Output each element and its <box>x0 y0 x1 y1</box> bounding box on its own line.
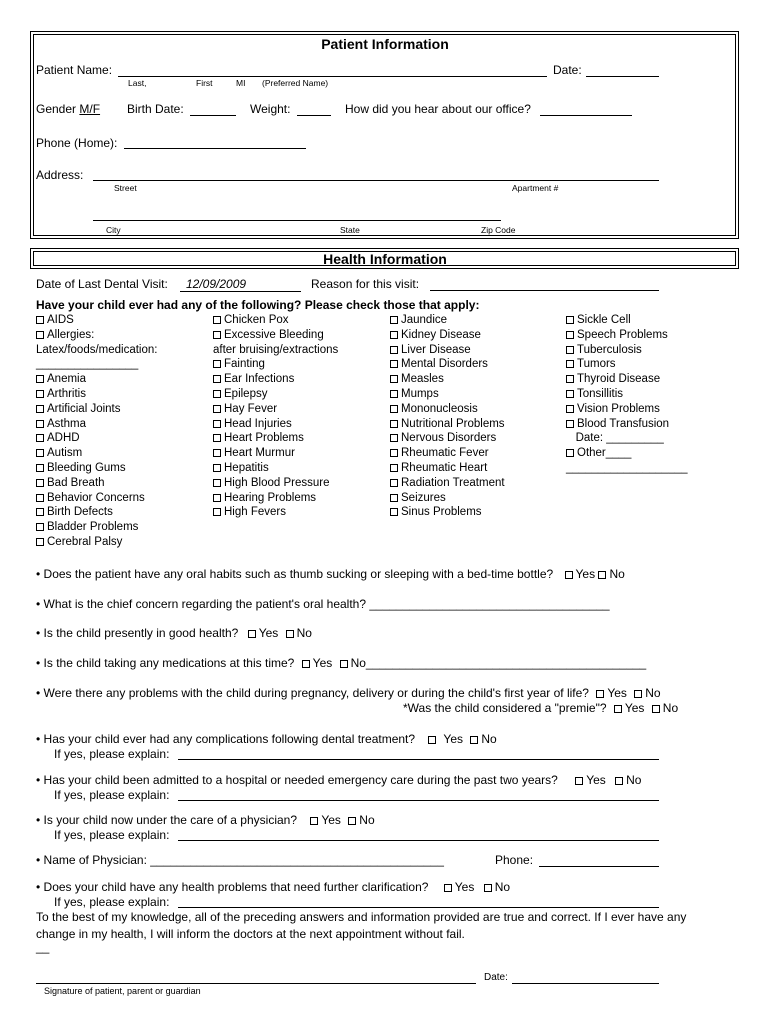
checklist-item-label: Sickle Cell <box>577 314 631 326</box>
checklist-item-label: AIDS <box>47 314 74 326</box>
checklist-item-label: Cerebral Palsy <box>47 535 123 548</box>
checklist-item[interactable] <box>566 402 688 417</box>
no-label: No <box>296 626 312 640</box>
checklist-item-label: Ear Infections <box>224 373 295 386</box>
no-label: No <box>609 567 625 581</box>
question-text: • Is the child presently in good health? <box>36 626 239 640</box>
question-text: • Does the patient have any oral habits such as thumb sucking or sleeping with a bed-time bottle? <box>36 567 554 581</box>
no-label: No <box>359 813 375 827</box>
checklist-item-label: Date: _________ <box>566 432 664 445</box>
yes-label: Yes <box>443 732 463 746</box>
checklist-item-label: Hearing Problems <box>224 491 317 504</box>
gender-label <box>36 102 100 116</box>
street-label: Street <box>114 183 137 193</box>
checklist-item[interactable] <box>36 328 157 343</box>
checkbox[interactable] <box>213 405 221 413</box>
checkbox[interactable] <box>390 464 398 472</box>
patient-info-title: Patient Information <box>321 36 449 52</box>
checklist-item-label: Bleeding Gums <box>47 461 126 474</box>
checklist-item-label: Behavior Concerns <box>47 491 145 504</box>
checklist-item-label: Liver Disease <box>401 343 471 356</box>
checklist-item[interactable] <box>213 357 338 372</box>
checkbox[interactable] <box>390 360 398 368</box>
yes-label: Yes <box>258 626 279 640</box>
checklist-item[interactable] <box>213 387 338 402</box>
checkbox[interactable] <box>565 571 573 579</box>
last-visit-value[interactable] <box>180 277 301 292</box>
checklist-item-label: Kidney Disease <box>401 328 481 341</box>
checkbox[interactable] <box>36 390 44 398</box>
last-visit-label: Date of Last Dental Visit: <box>36 277 168 291</box>
checklist-item-label: Latex/foods/medication: <box>36 343 158 356</box>
checklist-item-label: High Blood Pressure <box>224 476 330 489</box>
checkbox[interactable] <box>213 375 221 383</box>
checklist-item-label: Hepatitis <box>224 461 269 474</box>
checkbox[interactable] <box>36 508 44 516</box>
checklist-item-label: Tumors <box>577 358 616 371</box>
checklist-item-label: Jaundice <box>401 314 448 326</box>
explain-label: If yes, please explain: <box>54 747 170 761</box>
yes-label: Yes <box>624 701 645 715</box>
checklist-item-label: Epilepsy <box>224 387 268 400</box>
explain-label: If yes, please explain: <box>54 828 170 842</box>
checklist-column-2 <box>213 313 338 520</box>
checklist-item[interactable] <box>36 461 157 476</box>
checklist-item-label: Mononucleosis <box>401 402 478 415</box>
yes-label: Yes <box>586 773 606 787</box>
question-text: • Has your child been admitted to a hospital or needed emergency care during the past two years? <box>36 773 558 787</box>
checklist-item[interactable] <box>390 387 505 402</box>
checklist-item[interactable] <box>566 417 688 432</box>
checklist-item[interactable] <box>566 328 688 343</box>
yes-label: Yes <box>312 656 333 670</box>
signature-label: Signature of patient, parent or guardian <box>44 986 201 996</box>
checkbox[interactable] <box>390 375 398 383</box>
checklist-item-label: Bad Breath <box>47 476 105 489</box>
checkbox[interactable] <box>340 660 348 668</box>
checkbox[interactable] <box>390 420 398 428</box>
checkbox[interactable] <box>428 736 436 744</box>
checkbox[interactable] <box>213 420 221 428</box>
checklist-item[interactable] <box>36 387 157 402</box>
name-sub-preferred: (Preferred Name) <box>262 78 329 88</box>
checklist-item-label: Artificial Joints <box>47 402 121 415</box>
name-sub-first: First <box>196 78 213 88</box>
date-field[interactable] <box>586 76 659 77</box>
checkbox[interactable] <box>213 494 221 502</box>
explain-field[interactable] <box>178 800 659 801</box>
question-chief-concern[interactable]: • What is the chief concern regarding the patient's oral health? ____________________________________ <box>36 597 610 611</box>
explain-label: If yes, please explain: <box>54 895 170 909</box>
checkbox[interactable] <box>652 705 660 713</box>
checklist-item[interactable] <box>213 328 338 343</box>
checklist-item[interactable] <box>566 313 688 328</box>
statement-line-1: To the best of my knowledge, all of the preceding answers and information provided are true and correct. If I ever have any <box>36 910 687 924</box>
checklist-item-label: Nervous Disorders <box>401 432 497 445</box>
checklist-item-label: Head Injuries <box>224 417 292 430</box>
explain-field[interactable] <box>178 759 659 760</box>
checklist-item-label: Bladder Problems <box>47 521 139 534</box>
checklist-item[interactable] <box>36 313 157 328</box>
checkbox[interactable] <box>566 360 574 368</box>
signature-date-label: Date: <box>484 972 508 983</box>
question-text: • Is the child taking any medications at this time? <box>36 656 295 670</box>
checkbox[interactable] <box>213 479 221 487</box>
checklist-item[interactable] <box>36 535 157 550</box>
checkbox[interactable] <box>390 508 398 516</box>
no-label: No <box>481 732 497 746</box>
checklist-item-label: Mumps <box>401 387 439 400</box>
checklist-item <box>36 343 157 358</box>
checkbox[interactable] <box>213 390 221 398</box>
checklist-item[interactable] <box>390 417 505 432</box>
checklist-item[interactable] <box>566 387 688 402</box>
checkbox[interactable] <box>213 331 221 339</box>
checkbox[interactable] <box>566 346 574 354</box>
checklist-item[interactable] <box>36 372 157 387</box>
checklist-item[interactable] <box>213 313 338 328</box>
checklist-item[interactable] <box>566 446 688 461</box>
no-label: No <box>494 880 511 894</box>
checklist-item <box>213 343 338 358</box>
physician-name-field[interactable]: • Name of Physician: ____________________________________________ <box>36 853 444 867</box>
checklist-item[interactable] <box>390 357 505 372</box>
physician-phone-label: Phone: <box>495 853 534 867</box>
hear-field[interactable] <box>540 115 632 116</box>
checklist-item-label: High Fevers <box>224 506 286 519</box>
address-label: Address: <box>36 168 84 182</box>
hear-label: How did you hear about our office? <box>345 102 531 116</box>
checkbox[interactable] <box>36 331 44 339</box>
checkbox[interactable] <box>248 630 256 638</box>
checklist-item[interactable] <box>213 402 338 417</box>
checkbox[interactable] <box>390 316 398 324</box>
question-text: • Has your child ever had any complications following dental treatment? <box>36 732 416 746</box>
checklist-item-label: Arthritis <box>47 387 86 400</box>
health-info-title: Health Information <box>323 251 447 267</box>
checkbox[interactable] <box>566 449 574 457</box>
checklist-item <box>566 431 688 446</box>
checklist-item[interactable] <box>390 372 505 387</box>
checkbox[interactable] <box>598 571 606 579</box>
checklist-item-label: Rheumatic Fever <box>401 447 489 460</box>
checkbox[interactable] <box>634 690 642 698</box>
explain-field[interactable] <box>178 840 659 841</box>
checklist-item[interactable] <box>566 357 688 372</box>
checkbox[interactable] <box>36 434 44 442</box>
gender-text: Gender <box>36 102 77 116</box>
checklist-item-label: Tuberculosis <box>577 343 642 356</box>
question-text: • Were there any problems with the child during pregnancy, delivery or during the child's first year of life? <box>36 686 589 700</box>
checklist-item[interactable] <box>390 491 505 506</box>
checkbox[interactable] <box>566 316 574 324</box>
explain-field[interactable] <box>178 907 659 908</box>
checkbox[interactable] <box>615 777 623 785</box>
checklist-item-label: Hay Fever <box>224 402 278 415</box>
checkbox[interactable] <box>36 316 44 324</box>
checklist-item-label: ___________________ <box>566 461 688 474</box>
last-visit-date: 12/09/2009 <box>186 277 247 291</box>
checkbox[interactable] <box>470 736 478 744</box>
checklist-item[interactable] <box>566 372 688 387</box>
question-premie <box>403 701 678 715</box>
checklist-item-label: Autism <box>47 447 83 460</box>
checklist-item-label: Chicken Pox <box>224 314 289 326</box>
weight-label: Weight: <box>250 102 291 116</box>
checkbox[interactable] <box>36 464 44 472</box>
checklist-item[interactable] <box>213 431 338 446</box>
no-label: No <box>645 686 661 700</box>
checkbox[interactable] <box>390 390 398 398</box>
checklist-item[interactable] <box>36 491 157 506</box>
checklist-item[interactable] <box>390 313 505 328</box>
checklist-item[interactable] <box>36 505 157 520</box>
checkbox[interactable] <box>310 817 318 825</box>
checklist-item-label: after bruising/extractions <box>213 343 339 356</box>
gender-options[interactable]: M/F <box>79 102 101 116</box>
patient-name-label: Patient Name: <box>36 63 113 77</box>
checklist-item <box>36 357 157 372</box>
checkbox[interactable] <box>390 449 398 457</box>
checkbox[interactable] <box>36 479 44 487</box>
checklist-item-label: Nutritional Problems <box>401 417 505 430</box>
checklist-item-label: Asthma <box>47 417 86 430</box>
checklist-item-label: Allergies: <box>47 328 95 341</box>
checklist-column-4 <box>566 313 688 476</box>
checkbox[interactable] <box>36 375 44 383</box>
state-label: State <box>340 225 360 235</box>
birth-date-label: Birth Date: <box>127 102 184 116</box>
signature-field[interactable] <box>36 983 476 984</box>
checklist-item-label: Sinus Problems <box>401 506 482 519</box>
checkbox[interactable] <box>213 508 221 516</box>
question-oral-habits <box>36 567 625 581</box>
checklist-item[interactable] <box>390 505 505 520</box>
checklist-item[interactable] <box>213 461 338 476</box>
checkbox[interactable] <box>390 405 398 413</box>
checklist-item[interactable] <box>390 476 505 491</box>
checklist-item[interactable] <box>390 446 505 461</box>
signature-date-field[interactable] <box>512 983 659 984</box>
checkbox[interactable] <box>566 331 574 339</box>
checklist-item[interactable] <box>36 402 157 417</box>
physician-phone-field[interactable] <box>539 866 659 867</box>
checklist-column-3 <box>390 313 505 520</box>
checkbox[interactable] <box>566 405 574 413</box>
checkbox[interactable] <box>36 538 44 546</box>
yes-label: Yes <box>321 813 341 827</box>
checklist-item[interactable] <box>213 417 338 432</box>
checklist-item[interactable] <box>390 431 505 446</box>
checkbox[interactable] <box>213 464 221 472</box>
checklist-item-label: Thyroid Disease <box>577 373 661 386</box>
yes-label: Yes <box>454 880 475 894</box>
question-text: *Was the child considered a "premie"? <box>403 701 607 715</box>
apartment-label: Apartment # <box>512 183 559 193</box>
checklist-item[interactable] <box>213 476 338 491</box>
checklist-item-label: Anemia <box>47 373 86 386</box>
checklist-item-label: Measles <box>401 373 444 386</box>
checkbox[interactable] <box>36 449 44 457</box>
phone-field[interactable] <box>124 148 306 149</box>
yes-label: Yes <box>607 686 627 700</box>
checklist-item[interactable] <box>36 431 157 446</box>
question-medications <box>36 656 646 670</box>
checkbox[interactable] <box>566 390 574 398</box>
no-label: No <box>626 773 642 787</box>
checklist-item-label: Birth Defects <box>47 506 113 519</box>
checklist-item <box>566 461 688 476</box>
name-sub-mi: MI <box>236 78 246 88</box>
question-complications <box>36 732 497 746</box>
checklist-item[interactable] <box>213 372 338 387</box>
checklist-item-label: Heart Problems <box>224 432 304 445</box>
checkbox[interactable] <box>213 434 221 442</box>
checklist-item-label: Fainting <box>224 358 265 371</box>
checkbox[interactable] <box>36 420 44 428</box>
checklist-item-label: Mental Disorders <box>401 358 488 371</box>
date-label: Date: <box>553 63 582 77</box>
checklist-item-label: Other____ <box>577 447 632 460</box>
question-text: • Is your child now under the care of a physician? <box>36 813 298 827</box>
checklist-item[interactable] <box>36 520 157 535</box>
checkbox[interactable] <box>348 817 356 825</box>
checklist-item-label: Speech Problems <box>577 328 668 341</box>
checklist-item-label: Excessive Bleeding <box>224 328 324 341</box>
checkbox[interactable] <box>484 884 492 892</box>
no-label[interactable]: No__________________________________________ <box>350 656 647 670</box>
checklist-item[interactable] <box>390 343 505 358</box>
checklist-item[interactable] <box>390 402 505 417</box>
reason-label: Reason for this visit: <box>311 277 420 291</box>
statement-dash: __ <box>36 940 50 954</box>
checkbox[interactable] <box>302 660 310 668</box>
checklist-item[interactable] <box>213 446 338 461</box>
checklist-column-1 <box>36 313 157 550</box>
patient-name-field[interactable] <box>118 76 547 77</box>
question-text: • Does your child have any health problems that need further clarification? <box>36 880 429 894</box>
checklist-item[interactable] <box>390 461 505 476</box>
weight-field[interactable] <box>297 115 331 116</box>
checklist-item-label: Seizures <box>401 491 446 504</box>
checklist-item[interactable] <box>36 417 157 432</box>
birth-date-field[interactable] <box>190 115 236 116</box>
checkbox[interactable] <box>213 316 221 324</box>
checklist-item[interactable] <box>390 328 505 343</box>
checkbox[interactable] <box>213 449 221 457</box>
checklist-item-label: Rheumatic Heart <box>401 461 488 474</box>
no-label: No <box>662 701 679 715</box>
checklist-item[interactable] <box>213 491 338 506</box>
explain-label: If yes, please explain: <box>54 788 170 802</box>
checklist-item-label: Radiation Treatment <box>401 476 505 489</box>
checkbox[interactable] <box>596 690 604 698</box>
name-sub-last: Last, <box>128 78 147 88</box>
checklist-header: Have your child ever had any of the following? Please check those that apply: <box>36 298 480 312</box>
checkbox[interactable] <box>36 523 44 531</box>
checklist-item-label: Blood Transfusion <box>577 417 670 430</box>
checkbox[interactable] <box>36 494 44 502</box>
checkbox[interactable] <box>390 346 398 354</box>
address-city-field[interactable] <box>93 220 501 221</box>
checkbox[interactable] <box>390 434 398 442</box>
question-pregnancy <box>36 686 661 700</box>
checklist-item-label: Heart Murmur <box>224 447 295 460</box>
checklist-item[interactable] <box>213 505 338 520</box>
checkbox[interactable] <box>390 331 398 339</box>
checkbox[interactable] <box>614 705 622 713</box>
checkbox[interactable] <box>566 420 574 428</box>
checkbox[interactable] <box>444 884 452 892</box>
checkbox[interactable] <box>575 777 583 785</box>
checklist-item-label: ADHD <box>47 432 80 445</box>
question-hospital <box>36 773 641 787</box>
checkbox[interactable] <box>566 375 574 383</box>
checklist-item[interactable] <box>36 476 157 491</box>
statement-line-2: change in my health, I will inform the doctors at the next appointment without fail. <box>36 927 465 941</box>
checkbox[interactable] <box>286 630 294 638</box>
checklist-item[interactable] <box>36 446 157 461</box>
address-street-field[interactable] <box>93 180 659 181</box>
checkbox[interactable] <box>213 360 221 368</box>
city-label: City <box>106 225 121 235</box>
checklist-item-label: Vision Problems <box>577 402 660 415</box>
checklist-item-label: ________________ <box>36 358 139 371</box>
checkbox[interactable] <box>36 405 44 413</box>
patient-info-section <box>30 31 739 239</box>
question-good-health <box>36 626 312 640</box>
checklist-item[interactable] <box>566 343 688 358</box>
question-physician-care <box>36 813 375 827</box>
question-clarification <box>36 880 510 894</box>
yes-label: Yes <box>575 567 596 581</box>
zip-label: Zip Code <box>481 225 516 235</box>
phone-label: Phone (Home): <box>36 136 118 150</box>
checkbox[interactable] <box>390 494 398 502</box>
checkbox[interactable] <box>390 479 398 487</box>
reason-field[interactable] <box>430 290 659 291</box>
checklist-item-label: Tonsillitis <box>577 387 624 400</box>
